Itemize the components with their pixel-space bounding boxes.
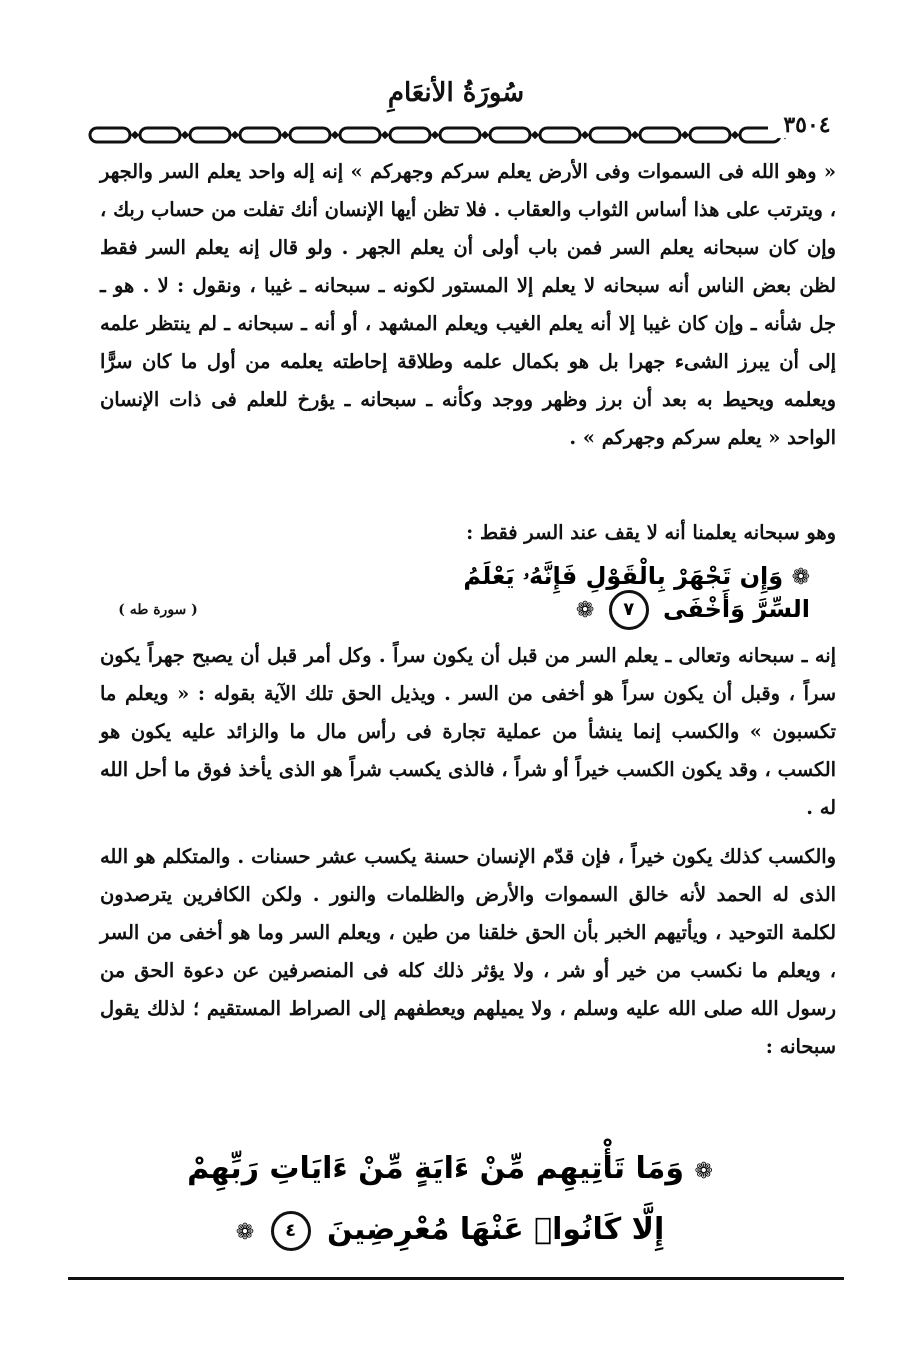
chain-link-icon (490, 128, 530, 142)
page-number: ٣٥٠٤ (768, 112, 846, 138)
diamond-dot-icon (331, 131, 339, 139)
paragraph: « وهو الله فى السموات وفى الأرض يعلم سركم وجهركم » إنه إله واحد يعلم السر والجهر ، ويترتب على هذا أساس الثواب والعقاب . فلا تظن أيها الإنسان أنك تفلت من حساب ربك ، وإن كان سبحانه يعلم السر فمن باب أولى أن يعلم الجهر . ولو قال إنه يعلم السر فقط لظن بعض الناس أنه سبحانه لا يعلم إلا المستور لكونه ـ سبحانه ـ غيبا ، ونقول : لا . هو ـ جل شأنه ـ وإن كان غيبا إلا أنه يعلم الغيب ويعلم المشهد ، أو أنه ـ سبحانه ـ لم ينتظر علمه إلى أن يبرز الشىء جهرا بل هو بكمال علمه وطلاقة إحاطته يعلمه من أول ما كان سرًّا ويعلمه ويحيط به بعد أن برز وظهر ووجد وكأنه ـ سبحانه ـ يؤرخ للعلم فى ذات الإنسان الواحد « يعلم سركم وجهركم » . (100, 160, 836, 449)
ayah-number: ٤ (271, 1211, 311, 1251)
chain-link-icon (440, 128, 480, 142)
diamond-dot-icon (581, 131, 589, 139)
diamond-dot-icon (181, 131, 189, 139)
verse-close-ornament-icon: ❁ (575, 598, 595, 623)
chain-link-icon (140, 128, 180, 142)
diamond-dot-icon (231, 131, 239, 139)
diamond-dot-icon (531, 131, 539, 139)
paragraph: وهو سبحانه يعلمنا أنه لا يقف عند السر فقط : (466, 521, 836, 544)
verse-text: وَمَا تَأْتِيهِم مِّنْ ءَايَةٍ مِّنْ ءَايَاتِ رَبِّهِمْ إِلَّا كَانُوا۟ عَنْهَا مُعْرِضِينَ (187, 1151, 684, 1247)
chain-link-icon (690, 128, 730, 142)
chain-border-icon (86, 122, 866, 148)
bottom-rule (68, 1277, 844, 1280)
chain-link-icon (240, 128, 280, 142)
verse-text: وَإِن تَجْهَرْ بِالْقَوْلِ فَإِنَّهُۥ يَعْلَمُ السِّرَّ وَأَخْفَى (463, 562, 810, 623)
paragraph: والكسب كذلك يكون خيراً ، فإن قدّم الإنسان حسنة يكسب عشر حسنات . والمتكلم هو الله الذى له الحمد لأنه خالق السموات والأرض والظلمات والنور . ولكن الكافرين يترصدون لكلمة التوحيد ، ويأتيهم الخبر بأن الحق خلقنا من طين ، ويعلم السر وما هو أخفى من السر ، ويعلم ما نكسب من خير أو شر ، ولا يؤثر ذلك كله فى المنصرفين عن دعوة الحق من رسول الله صلى الله عليه وسلم ، ولا يميلهم ويعطفهم إلى الصراط المستقيم ؛ لذلك يقول سبحانه : (100, 845, 836, 1058)
diamond-dot-icon (281, 131, 289, 139)
chain-link-icon (590, 128, 630, 142)
diamond-dot-icon (631, 131, 639, 139)
ayah-number: ٧ (609, 590, 649, 630)
chain-link-icon (290, 128, 330, 142)
chain-link-icon (540, 128, 580, 142)
chain-link-icon (190, 128, 230, 142)
decorative-border (86, 122, 866, 148)
quran-verse (400, 562, 810, 630)
quran-verse (170, 1140, 730, 1262)
surah-title: سُورَةُ الأنعَامِ (387, 78, 525, 108)
chain-link-icon (340, 128, 380, 142)
diamond-dot-icon (431, 131, 439, 139)
diamond-dot-icon (131, 131, 139, 139)
verse-open-ornament-icon: ❁ (694, 1159, 713, 1184)
chain-link-icon (640, 128, 680, 142)
chain-link-icon (390, 128, 430, 142)
paragraph: إنه ـ سبحانه وتعالى ـ يعلم السر من قبل أن يكون سراً . وكل أمر قبل أن يصبح جهراً يكون سراً ، وقبل أن يكون سراً هو أخفى من السر . ويذيل الحق تلك الآية بقوله : « ويعلم ما تكسبون » والكسب إنما ينشأ من عملية تجارة فى رأس مال ما والزائد عليه يكون هو الكسب ، وقد يكون الكسب خيراً أو شراً ، فالذى يكسب شراً هو الذى يأخذ فوق ما أحل الله له . (100, 644, 836, 819)
verse-close-ornament-icon: ❁ (235, 1220, 255, 1245)
verse-open-ornament-icon: ❁ (791, 565, 810, 590)
diamond-dot-icon (481, 131, 489, 139)
diamond-dot-icon (681, 131, 689, 139)
surah-reference: ( سورة طه ) (118, 602, 198, 618)
diamond-dot-icon (731, 131, 739, 139)
diamond-dot-icon (381, 131, 389, 139)
chain-link-icon (90, 128, 130, 142)
